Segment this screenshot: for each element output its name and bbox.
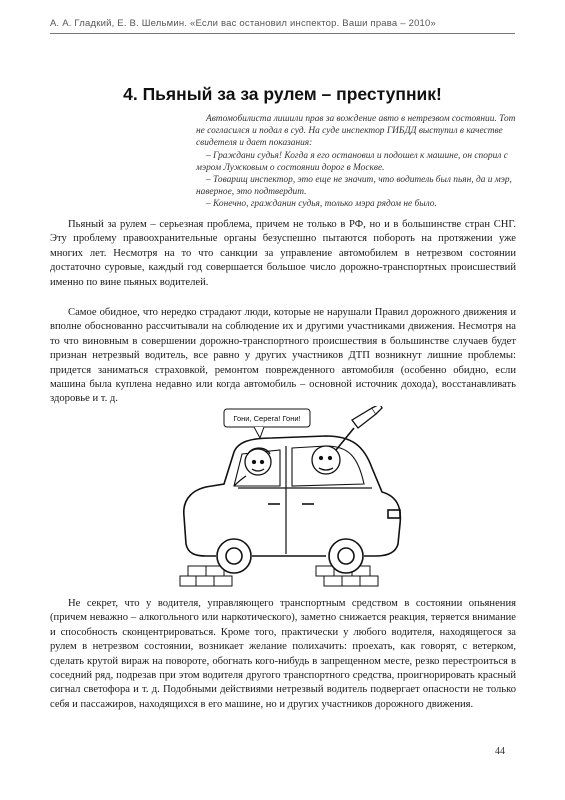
epigraph-line: – Граждани судья! Когда я его остановил и подошел к машине, он спорил с мэром Лужковым о состоянии дорог в Москве. bbox=[196, 150, 508, 173]
speech-bubble bbox=[224, 409, 310, 438]
bottle-icon bbox=[352, 406, 382, 428]
page-number: 44 bbox=[495, 746, 505, 757]
epigraph-line: – Товарищ инспектор, это еще не значит, что водитель был пьян, да и мэр, наверное, это подтвердит. bbox=[196, 175, 512, 198]
epigraph bbox=[196, 113, 516, 211]
car-icon bbox=[184, 436, 401, 573]
speech-bubble-text: Гони, Серега! Гони! bbox=[233, 414, 301, 423]
body-paragraph: Не секрет, что у водителя, управляющего транспортным средством в состоянии опьянения (причем неважно – алкогольного или наркотического), заметно снижается реакция, теряется внимание и способность сконцентрироваться. Кроме того, практически у любого водителя, находящегося за рулем в нетрезвом состоянии, возникает желание полихачить: проехать, как говорят, с ветерком, сделать крутой вираж на повороте, обогнать кого-нибудь в запрещенном месте, резко перестроиться в соседний ряд, подрезав при этом водителя другого транспортного средства, проигнорировать красный сигнал светофора и т. д. Подобными действиями нетрезвый водитель подвергает опасности не только себя и пассажиров, находящихся в его машине, но и других участников дорожного движения. bbox=[50, 598, 516, 710]
running-header: А. А. Гладкий, Е. В. Шельмин. «Если вас остановил инспектор. Ваши права – 2010» bbox=[50, 18, 515, 34]
epigraph-line: – Конечно, гражданин судья, только мэра рядом не было. bbox=[206, 199, 437, 210]
drunk-driver-cartoon bbox=[176, 406, 406, 591]
body-paragraph: Самое обидное, что нередко страдают люди, которые не нарушали Правил дорожного движения и вполне обоснованно рассчитывали на соблюдение их и другими участниками движения. Несмотря на то что виновным в совершении дорожно-транспортного происшествия в большинстве случаев будет признан нетрезвый водитель, все равно у других участников ДТП возникнут лишние проблемы: придется заниматься страховкой, ремонтом поврежденного автомобиля (особенно обидно, если машина была куплена недавно или когда автомобиль – основной источник дохода), восстанавливать здоровье и т. д. bbox=[50, 307, 516, 405]
chapter-title: 4. Пьяный за за рулем – преступник! bbox=[123, 84, 442, 104]
epigraph-line: Автомобилиста лишили прав за вождение авто в нетрезвом состоянии. Тот не согласился и подал в суд. На суде инспектор ГИБДД выступил в качестве свидетеля и дает показания: bbox=[196, 114, 516, 149]
body-paragraph: Пьяный за рулем – серьезная проблема, причем не только в РФ, но и в большинстве стран СНГ. Эту проблему правоохранительные органы безуспешно пытаются побороть на протяжении уже многих лет. Несмотря на то что санкции за управление автомобилем в нетрезвом состоянии достаточно суровые, каждый год совершается большое число дорожно-транспортных происшествий именно по вине пьяных водителей. bbox=[50, 219, 516, 288]
